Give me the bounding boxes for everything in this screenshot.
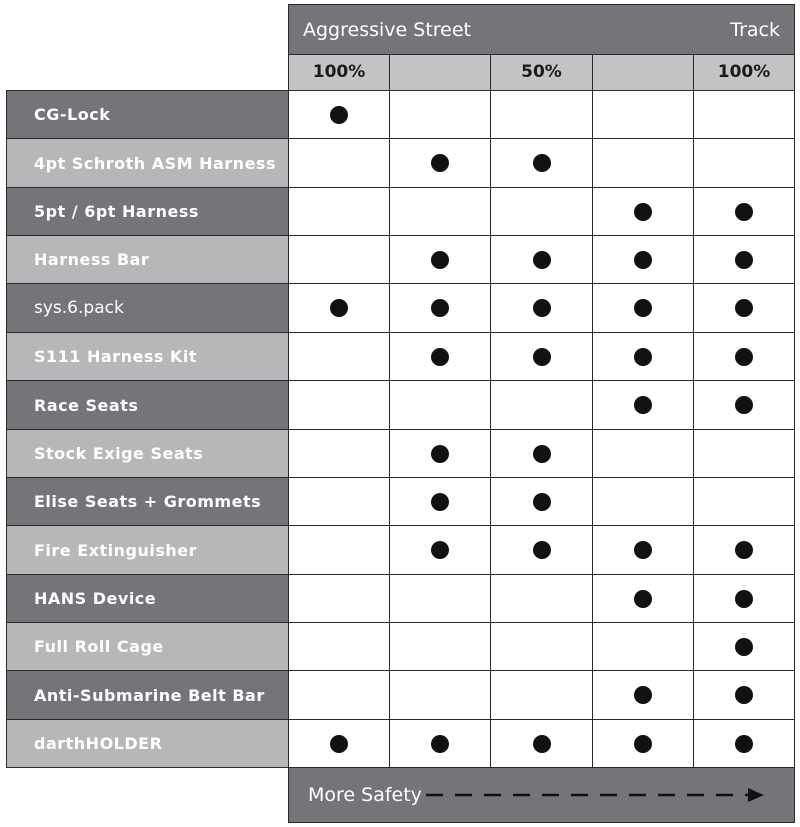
grid-cell — [490, 138, 593, 188]
grid-cell — [693, 138, 795, 188]
included-dot-icon — [634, 541, 652, 559]
grid-cell — [592, 332, 694, 381]
included-dot-icon — [533, 493, 551, 511]
included-dot-icon — [533, 299, 551, 317]
included-dot-icon — [634, 590, 652, 608]
grid-cell — [490, 574, 593, 623]
header-percent-cell: 100% — [693, 54, 795, 91]
grid-cell — [693, 477, 795, 526]
feature-label: 4pt Schroth ASM Harness — [6, 138, 289, 188]
feature-label: 5pt / 6pt Harness — [6, 187, 289, 236]
included-dot-icon — [533, 251, 551, 269]
grid-cell — [592, 670, 694, 720]
grid-cell — [389, 525, 491, 575]
grid-cell — [592, 380, 694, 430]
grid-cell — [389, 235, 491, 284]
grid-cell — [592, 187, 694, 236]
header-percent-cell — [389, 54, 491, 91]
grid-cell — [693, 429, 795, 478]
grid-cell — [693, 283, 795, 333]
grid-cell — [288, 622, 390, 671]
feature-label: darthHOLDER — [6, 719, 289, 768]
grid-cell — [693, 235, 795, 284]
included-dot-icon — [735, 638, 753, 656]
included-dot-icon — [735, 590, 753, 608]
included-dot-icon — [634, 348, 652, 366]
grid-cell — [490, 90, 593, 139]
grid-cell — [693, 670, 795, 720]
grid-cell — [490, 235, 593, 284]
header-bar — [288, 4, 795, 55]
grid-cell — [389, 574, 491, 623]
grid-cell — [490, 670, 593, 720]
feature-label: Fire Extinguisher — [6, 525, 289, 575]
included-dot-icon — [735, 541, 753, 559]
included-dot-icon — [735, 203, 753, 221]
included-dot-icon — [431, 154, 449, 172]
included-dot-icon — [431, 299, 449, 317]
included-dot-icon — [634, 251, 652, 269]
feature-label: Stock Exige Seats — [6, 429, 289, 478]
grid-cell — [288, 477, 390, 526]
included-dot-icon — [533, 541, 551, 559]
grid-cell — [389, 429, 491, 478]
grid-cell — [490, 187, 593, 236]
included-dot-icon — [735, 396, 753, 414]
included-dot-icon — [431, 541, 449, 559]
grid-cell — [592, 138, 694, 188]
grid-cell — [592, 574, 694, 623]
feature-label: Race Seats — [6, 380, 289, 430]
grid-cell — [288, 235, 390, 284]
feature-label: Harness Bar — [6, 235, 289, 284]
grid-cell — [288, 670, 390, 720]
grid-cell — [592, 283, 694, 333]
grid-cell — [288, 429, 390, 478]
grid-cell — [490, 477, 593, 526]
included-dot-icon — [634, 686, 652, 704]
feature-label: Anti-Submarine Belt Bar — [6, 670, 289, 720]
grid-cell — [389, 283, 491, 333]
feature-label: Elise Seats + Grommets — [6, 477, 289, 526]
grid-cell — [693, 525, 795, 575]
feature-label: HANS Device — [6, 574, 289, 623]
included-dot-icon — [634, 203, 652, 221]
grid-cell — [490, 283, 593, 333]
grid-cell — [693, 332, 795, 381]
grid-cell — [592, 235, 694, 284]
grid-cell — [490, 622, 593, 671]
header-aggressive-street: Aggressive Street — [303, 19, 471, 41]
dashed-arrow-right-icon — [426, 786, 766, 804]
grid-cell — [288, 187, 390, 236]
grid-cell — [592, 477, 694, 526]
included-dot-icon — [634, 735, 652, 753]
grid-cell — [592, 429, 694, 478]
feature-label: S111 Harness Kit — [6, 332, 289, 381]
grid-cell — [389, 380, 491, 430]
grid-cell — [288, 380, 390, 430]
grid-cell — [693, 622, 795, 671]
grid-cell — [389, 138, 491, 188]
included-dot-icon — [533, 348, 551, 366]
grid-cell — [389, 332, 491, 381]
included-dot-icon — [533, 445, 551, 463]
included-dot-icon — [431, 348, 449, 366]
feature-label: sys.6.pack — [6, 283, 289, 333]
grid-cell — [389, 622, 491, 671]
feature-label: CG-Lock — [6, 90, 289, 139]
included-dot-icon — [735, 299, 753, 317]
grid-cell — [490, 332, 593, 381]
included-dot-icon — [431, 735, 449, 753]
more-safety-label: More Safety — [308, 784, 422, 806]
included-dot-icon — [735, 348, 753, 366]
included-dot-icon — [735, 735, 753, 753]
grid-cell — [490, 380, 593, 430]
included-dot-icon — [431, 493, 449, 511]
included-dot-icon — [735, 251, 753, 269]
included-dot-icon — [330, 299, 348, 317]
included-dot-icon — [431, 251, 449, 269]
grid-cell — [389, 90, 491, 139]
grid-cell — [693, 574, 795, 623]
feature-label: Full Roll Cage — [6, 622, 289, 671]
header-percent-cell — [592, 54, 694, 91]
grid-cell — [490, 429, 593, 478]
grid-cell — [389, 719, 491, 768]
grid-cell — [592, 622, 694, 671]
grid-cell — [288, 283, 390, 333]
included-dot-icon — [735, 686, 753, 704]
grid-cell — [592, 719, 694, 768]
included-dot-icon — [533, 735, 551, 753]
included-dot-icon — [634, 396, 652, 414]
grid-cell — [389, 187, 491, 236]
header-track: Track — [730, 19, 780, 41]
included-dot-icon — [431, 445, 449, 463]
header-percent-cell: 50% — [490, 54, 593, 91]
grid-cell — [592, 90, 694, 139]
grid-cell — [490, 525, 593, 575]
grid-cell — [693, 90, 795, 139]
grid-cell — [288, 719, 390, 768]
grid-cell — [592, 525, 694, 575]
grid-cell — [490, 719, 593, 768]
included-dot-icon — [634, 299, 652, 317]
header-percent-cell: 100% — [288, 54, 390, 91]
grid-cell — [288, 525, 390, 575]
grid-cell — [693, 380, 795, 430]
included-dot-icon — [330, 106, 348, 124]
grid-cell — [288, 90, 390, 139]
included-dot-icon — [330, 735, 348, 753]
grid-cell — [288, 138, 390, 188]
footer-bar — [288, 767, 795, 823]
grid-cell — [389, 670, 491, 720]
grid-cell — [389, 477, 491, 526]
grid-cell — [288, 574, 390, 623]
grid-cell — [693, 187, 795, 236]
grid-cell — [288, 332, 390, 381]
grid-cell — [693, 719, 795, 768]
included-dot-icon — [533, 154, 551, 172]
